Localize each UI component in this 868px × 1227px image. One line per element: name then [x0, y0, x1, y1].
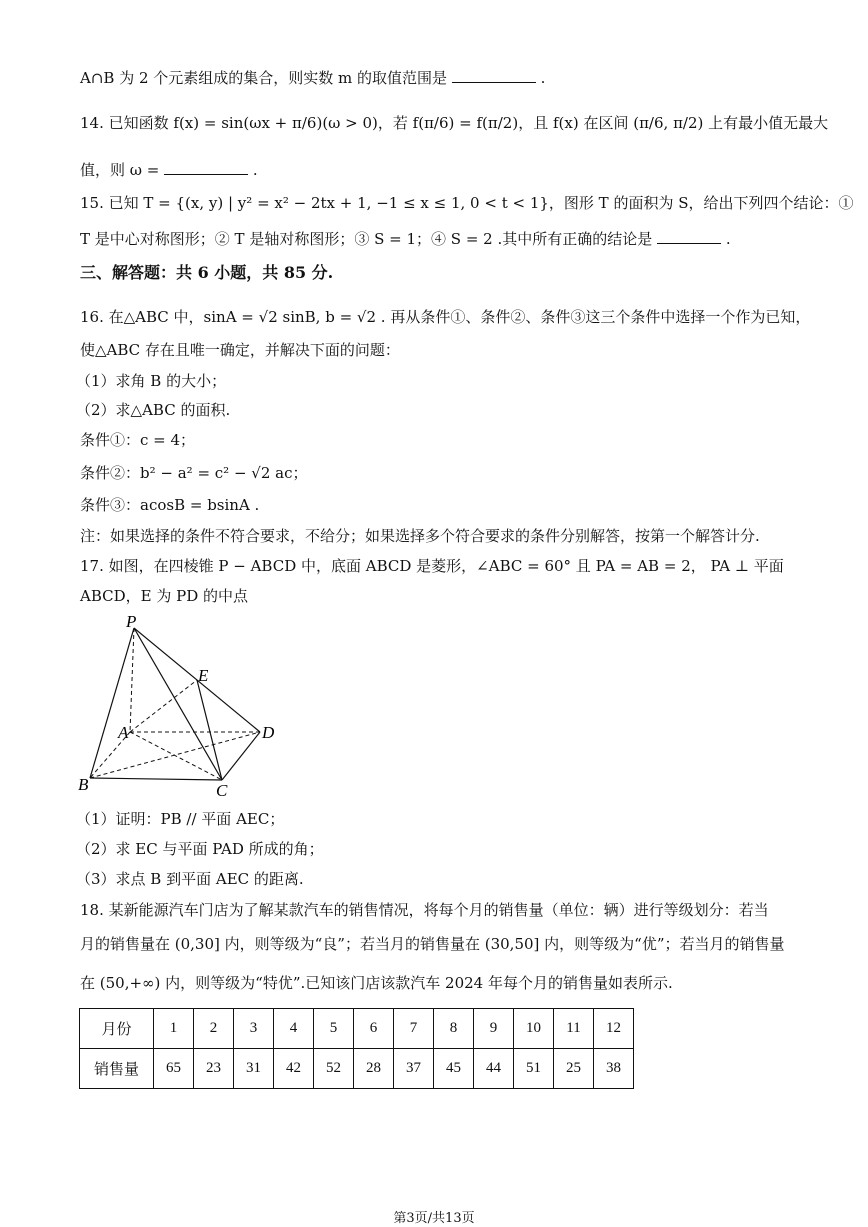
section-3-heading: 三、解答题：共 6 小题，共 85 分. — [80, 263, 334, 282]
q17-part3: （3）求点 B 到平面 AEC 的距离. — [76, 870, 304, 888]
q16-cond3: 条件③：acosB = bsinA . — [80, 496, 260, 514]
q13-text: A∩B 为 2 个元素组成的集合，则实数 m 的取值范围是 — [80, 69, 448, 87]
table-cell: 7 — [394, 1009, 434, 1049]
q16-cond1: 条件①：c = 4； — [80, 431, 196, 449]
table-row — [80, 1049, 634, 1089]
q18-line2: 月的销售量在 (0,30] 内，则等级为“良”；若当月的销售量在 (30,50] 内，则等级为“优”；若当月的销售量 — [80, 935, 785, 953]
table-cell: 37 — [394, 1049, 434, 1089]
table-header-cell: 销售量 — [80, 1049, 154, 1089]
table-cell: 6 — [354, 1009, 394, 1049]
label-d: D — [262, 723, 275, 742]
edge-ec — [197, 680, 222, 780]
q16-note: 注：如果选择的条件不符合要求，不给分；如果选择多个符合要求的条件分别解答，按第一个解答计分. — [80, 527, 760, 545]
table-cell: 45 — [434, 1049, 474, 1089]
table-cell: 25 — [554, 1049, 594, 1089]
q15-line1: 15. 已知 T = {(x, y) | y² = x² − 2tx + 1, −1 ≤ x ≤ 1, 0 < t < 1}，图形 T 的面积为 S，给出下列四个结论：① — [80, 194, 854, 212]
edge-bc — [90, 778, 222, 780]
q16-line1: 16. 在△ABC 中，sinA = √2 sinB, b = √2 . 再从条件①、条件②、条件③这三个条件中选择一个作为已知， — [80, 308, 811, 326]
edge-ae — [130, 680, 197, 732]
label-c: C — [216, 781, 228, 800]
table-cell: 23 — [194, 1049, 234, 1089]
table-cell: 42 — [274, 1049, 314, 1089]
table-cell: 65 — [154, 1049, 194, 1089]
label-b: B — [78, 775, 89, 794]
table-cell: 28 — [354, 1049, 394, 1089]
table-cell: 9 — [474, 1009, 514, 1049]
q14-end: . — [252, 161, 258, 179]
table-cell: 52 — [314, 1049, 354, 1089]
q18-line1: 18. 某新能源汽车门店为了解某款汽车的销售情况，将每个月的销售量（单位：辆）进行等级划分：若当 — [80, 901, 769, 919]
q16-part2: （2）求△ABC 的面积. — [76, 401, 231, 419]
table-cell: 2 — [194, 1009, 234, 1049]
table-cell: 11 — [554, 1009, 594, 1049]
q16-part1: （1）求角 B 的大小； — [76, 372, 227, 390]
answer-blank — [452, 66, 536, 83]
table-cell: 3 — [234, 1009, 274, 1049]
pyramid-figure — [72, 610, 292, 800]
q14-text: 值，则 ω = — [80, 161, 160, 179]
edge-cd — [222, 732, 260, 780]
table-cell: 1 — [154, 1009, 194, 1049]
q16-line2: 使△ABC 存在且唯一确定，并解决下面的问题： — [80, 341, 400, 359]
table-cell: 51 — [514, 1049, 554, 1089]
q17-part1: （1）证明：PB // 平面 AEC； — [76, 810, 285, 828]
q17-part2: （2）求 EC 与平面 PAD 所成的角； — [76, 840, 324, 858]
q15-text: T 是中心对称图形；② T 是轴对称图形；③ S = 1；④ S = 2 .其中所有正确的结论是 — [80, 230, 653, 248]
q17-line2: ABCD，E 为 PD 的中点 — [80, 587, 249, 605]
label-p: P — [126, 612, 137, 631]
page-footer: 第3页/共13页 — [393, 1211, 475, 1226]
q15-line2 — [80, 227, 731, 250]
q16-cond2: 条件②：b² − a² = c² − √2 ac； — [80, 464, 308, 482]
edge-pc — [134, 628, 222, 780]
table-cell: 5 — [314, 1009, 354, 1049]
label-e: E — [198, 666, 209, 685]
q17-line1: 17. 如图，在四棱锥 P − ABCD 中，底面 ABCD 是菱形，∠ABC = 60° 且 PA = AB = 2， PA ⊥ 平面 — [80, 557, 784, 575]
q13-tail — [80, 66, 545, 89]
q13-end: . — [540, 69, 546, 87]
q15-end: . — [725, 230, 731, 248]
table-cell: 12 — [594, 1009, 634, 1049]
table-cell: 44 — [474, 1049, 514, 1089]
answer-blank — [164, 158, 248, 175]
q18-line3: 在 (50,+∞) 内，则等级为“特优”.已知该门店该款汽车 2024 年每个月的销售量如表所示. — [80, 974, 673, 992]
table-cell: 4 — [274, 1009, 314, 1049]
edge-pa — [130, 628, 134, 732]
table-cell: 31 — [234, 1049, 274, 1089]
q14-line1: 14. 已知函数 f(x) = sin(ωx + π/6)(ω > 0)，若 f(π/6) = f(π/2)，且 f(x) 在区间 (π/6, π/2) 上有最小值无最大 — [80, 114, 829, 132]
table-cell: 38 — [594, 1049, 634, 1089]
sales-table — [79, 1008, 634, 1089]
table-row — [80, 1009, 634, 1049]
edge-pb — [90, 628, 134, 778]
answer-blank — [657, 227, 721, 244]
table-cell: 8 — [434, 1009, 474, 1049]
table-cell: 10 — [514, 1009, 554, 1049]
q14-line2 — [80, 158, 258, 181]
label-a: A — [118, 723, 129, 742]
table-header-cell: 月份 — [80, 1009, 154, 1049]
